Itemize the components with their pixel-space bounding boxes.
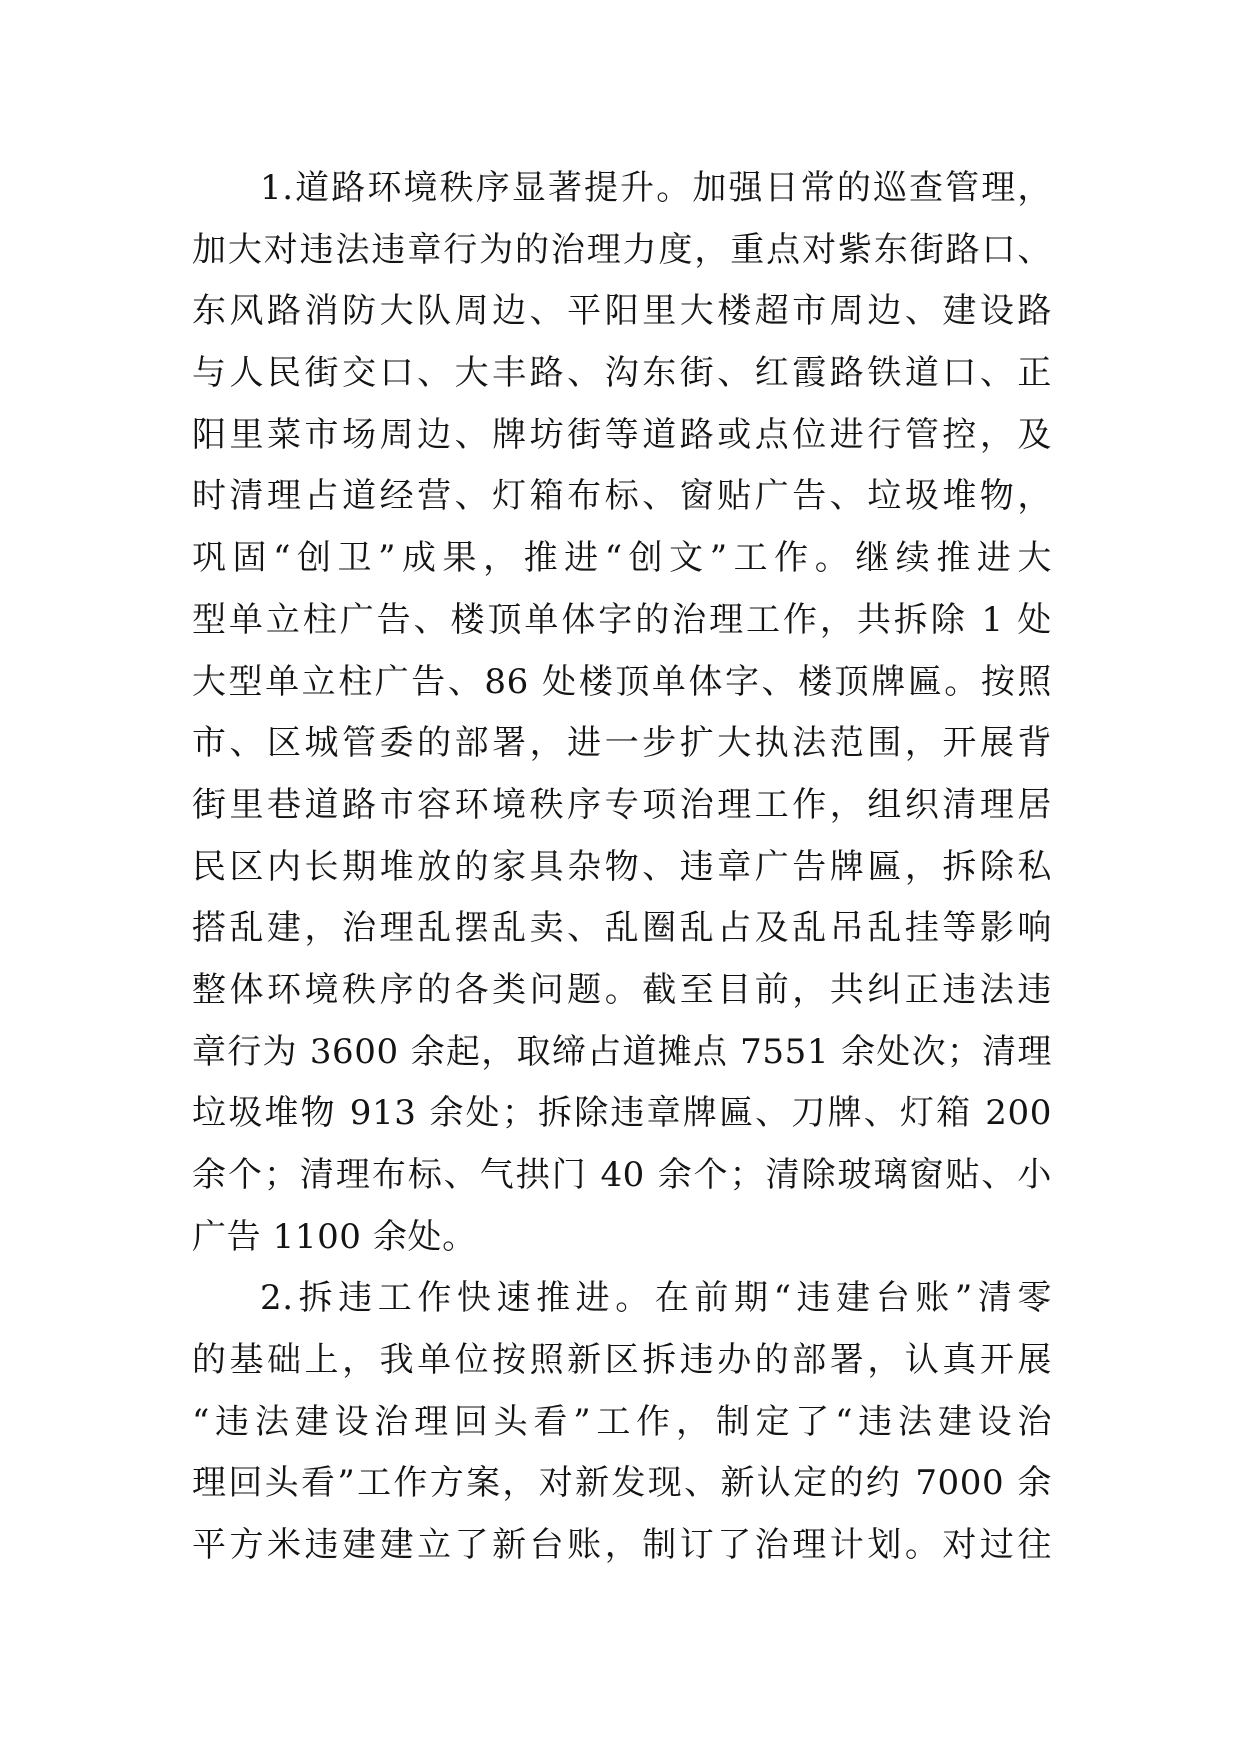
paragraph-line: 加大对违法违章行为的治理力度，重点对紫东街路口、	[192, 229, 1052, 270]
paragraph-line: 理回头看”工作方案，对新发现、新认定的约 7000 余	[192, 1463, 1052, 1504]
paragraph-line: 平方米违建建立了新台账，制订了治理计划。对过往	[192, 1525, 1052, 1566]
paragraph-line: 民区内长期堆放的家具杂物、违章广告牌匾，拆除私	[192, 846, 1052, 887]
paragraph-road-environment	[192, 158, 1052, 1268]
paragraph-line: 垃圾堆物 913 余处；拆除违章牌匾、刀牌、灯箱 200	[192, 1093, 1052, 1134]
paragraph-line: 市、区城管委的部署，进一步扩大执法范围，开展背	[192, 723, 1052, 764]
paragraph-line: 搭乱建，治理乱摆乱卖、乱圈乱占及乱吊乱挂等影响	[192, 908, 1052, 949]
paragraph-line: 2.拆违工作快速推进。在前期“违建台账”清零	[260, 1278, 1052, 1319]
paragraph-line: 型单立柱广告、楼顶单体字的治理工作，共拆除 1 处	[192, 599, 1052, 640]
paragraph-line: 巩固“创卫”成果，推进“创文”工作。继续推进大	[192, 538, 1052, 579]
paragraph-line: 东风路消防大队周边、平阳里大楼超市周边、建设路	[192, 291, 1052, 332]
paragraph-line: 时清理占道经营、灯箱布标、窗贴广告、垃圾堆物，	[192, 476, 1052, 517]
paragraph-line: 1.道路环境秩序显著提升。加强日常的巡查管理，	[260, 168, 1052, 208]
paragraph-line: 的基础上，我单位按照新区拆违办的部署，认真开展	[192, 1340, 1052, 1381]
paragraph-line: 余个；清理布标、气拱门 40 余个；清除玻璃窗贴、小	[192, 1155, 1052, 1195]
paragraph-line: 章行为 3600 余起，取缔占道摊点 7551 余处次；清理	[192, 1031, 1052, 1072]
paragraph-line: 整体环境秩序的各类问题。截至目前，共纠正违法违	[192, 969, 1052, 1010]
document-body	[192, 158, 1052, 1577]
paragraph-line: 广告 1100 余处。	[192, 1216, 477, 1257]
paragraph-line: “违法建设治理回头看”工作，制定了“违法建设治	[192, 1401, 1052, 1442]
paragraph-line: 街里巷道路市容环境秩序专项治理工作，组织清理居	[192, 784, 1052, 825]
paragraph-line: 阳里菜市场周边、牌坊街等道路或点位进行管控，及	[192, 414, 1052, 455]
paragraph-demolition	[192, 1268, 1052, 1576]
paragraph-line: 与人民街交口、大丰路、沟东街、红霞路铁道口、正	[192, 353, 1052, 394]
paragraph-line: 大型单立柱广告、86 处楼顶单体字、楼顶牌匾。按照	[192, 661, 1052, 702]
